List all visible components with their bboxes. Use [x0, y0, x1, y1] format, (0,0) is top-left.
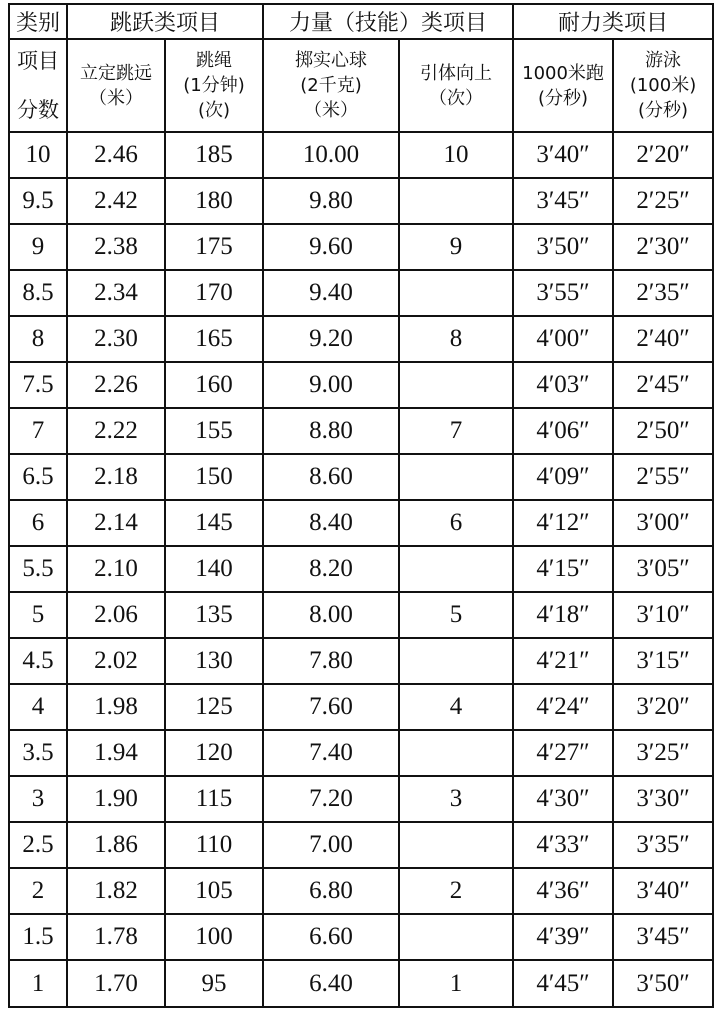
run-1000m-cell: 4′15″ [513, 546, 613, 592]
long-jump-cell: 2.06 [67, 592, 165, 638]
table-row [9, 914, 713, 960]
medicine-ball-cell: 9.20 [263, 316, 399, 362]
rope-skipping-cell: 140 [165, 546, 263, 592]
medicine-ball-cell: 8.60 [263, 454, 399, 500]
score-cell: 5 [9, 592, 67, 638]
medicine-ball-cell: 9.40 [263, 270, 399, 316]
swimming-cell: 3′50″ [613, 960, 713, 1007]
medicine-ball-cell: 8.80 [263, 408, 399, 454]
long-jump-cell: 1.94 [67, 730, 165, 776]
long-jump-cell: 2.22 [67, 408, 165, 454]
rope-skipping-cell: 125 [165, 684, 263, 730]
rope-skipping-cell: 160 [165, 362, 263, 408]
swimming-cell: 3′25″ [613, 730, 713, 776]
score-cell: 6.5 [9, 454, 67, 500]
score-table [8, 3, 714, 1008]
swimming-cell: 3′20″ [613, 684, 713, 730]
medicine-ball-cell: 7.80 [263, 638, 399, 684]
rope-skipping-cell: 105 [165, 868, 263, 914]
long-jump-cell: 1.82 [67, 868, 165, 914]
item-header-row [9, 39, 713, 132]
rope-skipping-cell: 145 [165, 500, 263, 546]
rope-skipping-cell: 100 [165, 914, 263, 960]
long-jump-cell: 1.70 [67, 960, 165, 1007]
table-row [9, 776, 713, 822]
score-cell: 9.5 [9, 178, 67, 224]
run-1000m-cell: 4′03″ [513, 362, 613, 408]
swimming-cell: 2′20″ [613, 132, 713, 178]
swimming-cell: 3′00″ [613, 500, 713, 546]
run-1000m-cell: 4′21″ [513, 638, 613, 684]
table-row [9, 132, 713, 178]
run-1000m-cell: 3′55″ [513, 270, 613, 316]
category-endurance: 耐力类项目 [513, 4, 713, 39]
run-1000m-cell: 4′36″ [513, 868, 613, 914]
pull-ups-cell [399, 362, 513, 408]
medicine-ball-cell: 7.60 [263, 684, 399, 730]
rope-skipping-cell: 170 [165, 270, 263, 316]
medicine-ball-cell: 6.80 [263, 868, 399, 914]
pull-ups-cell [399, 454, 513, 500]
medicine-ball-cell: 10.00 [263, 132, 399, 178]
long-jump-cell: 2.38 [67, 224, 165, 270]
category-corner-label: 类别 [9, 4, 67, 39]
run-1000m-cell: 4′27″ [513, 730, 613, 776]
long-jump-cell: 1.98 [67, 684, 165, 730]
score-cell: 3.5 [9, 730, 67, 776]
rope-skipping-cell: 185 [165, 132, 263, 178]
pull-ups-cell [399, 638, 513, 684]
table-row [9, 178, 713, 224]
long-jump-cell: 1.90 [67, 776, 165, 822]
rope-skipping-cell: 115 [165, 776, 263, 822]
run-1000m-cell: 4′39″ [513, 914, 613, 960]
pull-ups-cell: 8 [399, 316, 513, 362]
medicine-ball-cell: 9.60 [263, 224, 399, 270]
item-medicine-ball-throw: 掷实心球 (2千克) （米） [263, 39, 399, 132]
swimming-cell: 2′45″ [613, 362, 713, 408]
table-row [9, 500, 713, 546]
score-cell: 1.5 [9, 914, 67, 960]
swimming-cell: 2′55″ [613, 454, 713, 500]
table-row [9, 362, 713, 408]
medicine-ball-cell: 6.60 [263, 914, 399, 960]
item-1000m-run: 1000米跑 (分秒) [513, 39, 613, 132]
pull-ups-cell [399, 822, 513, 868]
swimming-cell: 3′10″ [613, 592, 713, 638]
pull-ups-cell [399, 546, 513, 592]
pull-ups-cell: 7 [399, 408, 513, 454]
category-jumping: 跳跃类项目 [67, 4, 263, 39]
score-cell: 3 [9, 776, 67, 822]
item-rope-skipping: 跳绳 (1分钟) (次) [165, 39, 263, 132]
item-pull-ups: 引体向上 （次） [399, 39, 513, 132]
score-cell: 8.5 [9, 270, 67, 316]
medicine-ball-cell: 8.00 [263, 592, 399, 638]
rope-skipping-cell: 180 [165, 178, 263, 224]
medicine-ball-cell: 7.00 [263, 822, 399, 868]
long-jump-cell: 2.42 [67, 178, 165, 224]
swimming-cell: 3′05″ [613, 546, 713, 592]
score-cell: 4.5 [9, 638, 67, 684]
pull-ups-cell: 1 [399, 960, 513, 1007]
table-row [9, 868, 713, 914]
medicine-ball-cell: 9.00 [263, 362, 399, 408]
run-1000m-cell: 4′06″ [513, 408, 613, 454]
rope-skipping-cell: 130 [165, 638, 263, 684]
score-label: 分数 [17, 98, 59, 122]
score-cell: 1 [9, 960, 67, 1007]
table-row [9, 454, 713, 500]
swimming-cell: 2′30″ [613, 224, 713, 270]
score-cell: 5.5 [9, 546, 67, 592]
rope-skipping-cell: 150 [165, 454, 263, 500]
score-table-body [9, 132, 713, 1007]
category-header-row [9, 4, 713, 39]
run-1000m-cell: 4′30″ [513, 776, 613, 822]
long-jump-cell: 2.30 [67, 316, 165, 362]
medicine-ball-cell: 7.40 [263, 730, 399, 776]
rope-skipping-cell: 95 [165, 960, 263, 1007]
pull-ups-cell: 4 [399, 684, 513, 730]
score-cell: 7 [9, 408, 67, 454]
rope-skipping-cell: 110 [165, 822, 263, 868]
table-row [9, 960, 713, 1007]
medicine-ball-cell: 6.40 [263, 960, 399, 1007]
pull-ups-cell: 3 [399, 776, 513, 822]
long-jump-cell: 2.46 [67, 132, 165, 178]
run-1000m-cell: 4′24″ [513, 684, 613, 730]
score-cell: 4 [9, 684, 67, 730]
swimming-cell: 3′45″ [613, 914, 713, 960]
pull-ups-cell [399, 178, 513, 224]
swimming-cell: 2′50″ [613, 408, 713, 454]
pull-ups-cell [399, 270, 513, 316]
swimming-cell: 2′35″ [613, 270, 713, 316]
medicine-ball-cell: 8.40 [263, 500, 399, 546]
run-1000m-cell: 4′12″ [513, 500, 613, 546]
rope-skipping-cell: 175 [165, 224, 263, 270]
long-jump-cell: 2.18 [67, 454, 165, 500]
swimming-cell: 3′35″ [613, 822, 713, 868]
item-standing-long-jump: 立定跳远 （米） [67, 39, 165, 132]
run-1000m-cell: 4′33″ [513, 822, 613, 868]
table-row [9, 408, 713, 454]
run-1000m-cell: 4′45″ [513, 960, 613, 1007]
item-swimming-100m: 游泳 (100米) (分秒) [613, 39, 713, 132]
table-row [9, 224, 713, 270]
medicine-ball-cell: 8.20 [263, 546, 399, 592]
item-label: 项目 [17, 49, 59, 73]
long-jump-cell: 2.14 [67, 500, 165, 546]
pull-ups-cell: 2 [399, 868, 513, 914]
run-1000m-cell: 3′40″ [513, 132, 613, 178]
run-1000m-cell: 4′18″ [513, 592, 613, 638]
long-jump-cell: 2.34 [67, 270, 165, 316]
rope-skipping-cell: 120 [165, 730, 263, 776]
score-cell: 7.5 [9, 362, 67, 408]
score-cell: 8 [9, 316, 67, 362]
table-row [9, 270, 713, 316]
score-cell: 6 [9, 500, 67, 546]
long-jump-cell: 2.10 [67, 546, 165, 592]
rope-skipping-cell: 155 [165, 408, 263, 454]
score-cell: 2.5 [9, 822, 67, 868]
pull-ups-cell [399, 914, 513, 960]
swimming-cell: 2′25″ [613, 178, 713, 224]
pull-ups-cell: 10 [399, 132, 513, 178]
pull-ups-cell: 9 [399, 224, 513, 270]
long-jump-cell: 1.86 [67, 822, 165, 868]
swimming-cell: 3′40″ [613, 868, 713, 914]
swimming-cell: 3′30″ [613, 776, 713, 822]
run-1000m-cell: 4′09″ [513, 454, 613, 500]
pull-ups-cell: 6 [399, 500, 513, 546]
run-1000m-cell: 3′45″ [513, 178, 613, 224]
table-row [9, 592, 713, 638]
long-jump-cell: 1.78 [67, 914, 165, 960]
run-1000m-cell: 3′50″ [513, 224, 613, 270]
score-cell: 2 [9, 868, 67, 914]
rope-skipping-cell: 135 [165, 592, 263, 638]
swimming-cell: 3′15″ [613, 638, 713, 684]
table-row [9, 546, 713, 592]
pull-ups-cell [399, 730, 513, 776]
long-jump-cell: 2.26 [67, 362, 165, 408]
table-row [9, 638, 713, 684]
score-cell: 10 [9, 132, 67, 178]
pull-ups-cell: 5 [399, 592, 513, 638]
table-row [9, 684, 713, 730]
category-strength: 力量（技能）类项目 [263, 4, 513, 39]
score-cell: 9 [9, 224, 67, 270]
long-jump-cell: 2.02 [67, 638, 165, 684]
table-row [9, 822, 713, 868]
medicine-ball-cell: 7.20 [263, 776, 399, 822]
medicine-ball-cell: 9.80 [263, 178, 399, 224]
table-row [9, 316, 713, 362]
item-score-corner [9, 39, 67, 132]
run-1000m-cell: 4′00″ [513, 316, 613, 362]
swimming-cell: 2′40″ [613, 316, 713, 362]
table-row [9, 730, 713, 776]
rope-skipping-cell: 165 [165, 316, 263, 362]
